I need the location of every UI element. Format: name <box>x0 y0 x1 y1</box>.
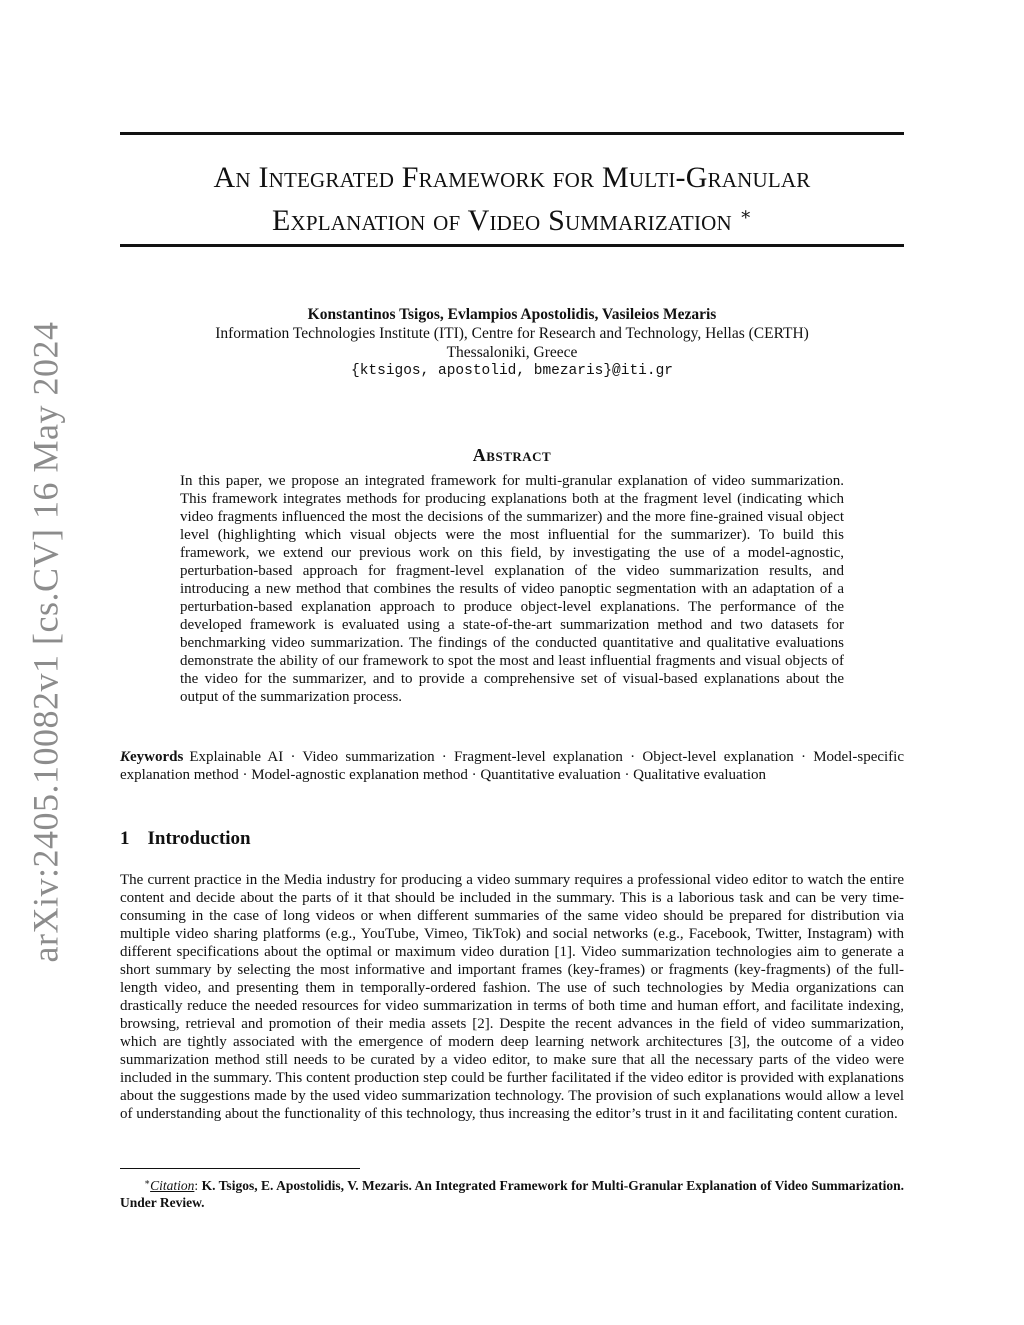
section-number: 1 <box>120 828 130 849</box>
author-email[interactable]: {ktsigos, apostolid, bmezaris}@iti.gr <box>351 363 673 379</box>
author-block <box>120 305 904 381</box>
arxiv-identifier-text: arXiv:2405.10082v1 [cs.CV] 16 May 2024 <box>25 321 65 963</box>
footnote-text: K. Tsigos, E. Apostolidis, V. Mezaris. An Integrated Framework for Multi-Granular Explanation of Video Summarization. Under Review. <box>120 1178 904 1210</box>
footnote-label[interactable]: Citation <box>150 1178 195 1193</box>
footnote-separator: : <box>194 1178 202 1193</box>
title-top-rule <box>120 132 904 135</box>
keywords-text: Explainable AI · Video summarization · Fragment-level explanation · Object-level explanation · Model-specific explanation method · Model-agnostic explanation method · Quantitative evaluation · Qualitative evaluation <box>120 749 904 783</box>
author-affiliation: Information Technologies Institute (ITI), Centre for Research and Technology, Hellas (CERTH) <box>215 325 809 342</box>
author-location: Thessaloniki, Greece <box>446 344 578 361</box>
paper-title <box>120 160 904 239</box>
title-bottom-rule <box>120 244 904 247</box>
section-heading <box>120 828 251 850</box>
title-line-2 <box>120 196 904 239</box>
author-names: Konstantinos Tsigos, Evlampios Apostolidis, Vasileios Mezaris <box>307 306 717 323</box>
title-line-2-text: Explanation of Video Summarization <box>271 204 732 237</box>
keywords-label-initial: K <box>120 749 131 765</box>
introduction-paragraph: The current practice in the Media industry for producing a video summary requires a professional video editor to watch the entire content and decide about the parts of it that should be included in the summary. This is a laborious task and can be very time-consuming in the case of long videos or when different summaries of the same video should be prepared for distribution via multiple video sharing platforms (e.g., YouTube, Vimeo, TikTok) and social networks (e.g., Facebook, Twitter, Instagram) with different specifications about the optimal or maximum video duration [1]. Video summarization technologies aim to generate a short summary by selecting the most informative and important frames (key-frames) or fragments (key-fragments) of the full-length video, and presenting them in temporally-ordered fashion. The use of such technologies by Media organizations can drastically reduce the needed resources for video summarization in terms of both time and human effort, and facilitate indexing, browsing, retrieval and promotion of their media assets [2]. Despite the recent advances in the field of video summarization, which are tightly associated with the emergence of modern deep learning network architectures [3], the outcome of a video summarization method still needs to be curated by a video editor, to make sure that all the necessary parts of the video were included in the summary. This content production step could be further facilitated if the video editor is provided with explanations about the suggestions made by the used video summarization technology. The provision of such explanations would allow a level of understanding about the functionality of this technology, thus increasing the editor’s trust in it and facilitating content curation. <box>120 872 904 1122</box>
title-line-1: An Integrated Framework for Multi-Granular <box>213 161 811 194</box>
footnote <box>120 1174 904 1211</box>
section-title: Introduction <box>147 828 251 849</box>
arxiv-identifier-stamp <box>10 321 80 963</box>
footnote-rule <box>120 1168 360 1169</box>
keywords-label <box>120 749 183 765</box>
keywords-paragraph <box>120 748 904 784</box>
abstract-heading: Abstract <box>472 445 552 465</box>
footnote-mark: ∗ <box>144 1177 151 1187</box>
title-footnote-mark[interactable]: ∗ <box>739 204 753 224</box>
abstract-text: In this paper, we propose an integrated framework for multi-granular explanation of video summarization. This framework integrates methods for producing explanations both at the fragment level (indicating which video fragments influenced the most the decisions of the summarizer) and the more fine-grained visual object level (highlighting which visual objects were the most influential for the summarizer). To build this framework, we extend our previous work on this field, by investigating the use of a model-agnostic, perturbation-based approach for fragment-level explanation of the video summarization results, and introducing a new method that combines the results of video panoptic segmentation with an adaptation of a perturbation-based explanation approach to produce object-level explanations. The performance of the developed framework is evaluated using a state-of-the-art summarization method and two datasets for benchmarking video summarization. The findings of the conducted quantitative and qualitative evaluations demonstrate the ability of our framework to spot the most and least influential fragments and visual objects of the video for the summarizer, and to provide a comprehensive set of visual-based explanations about the output of the summarization process. <box>180 473 844 705</box>
keywords-label-rest: eywords <box>130 749 184 765</box>
